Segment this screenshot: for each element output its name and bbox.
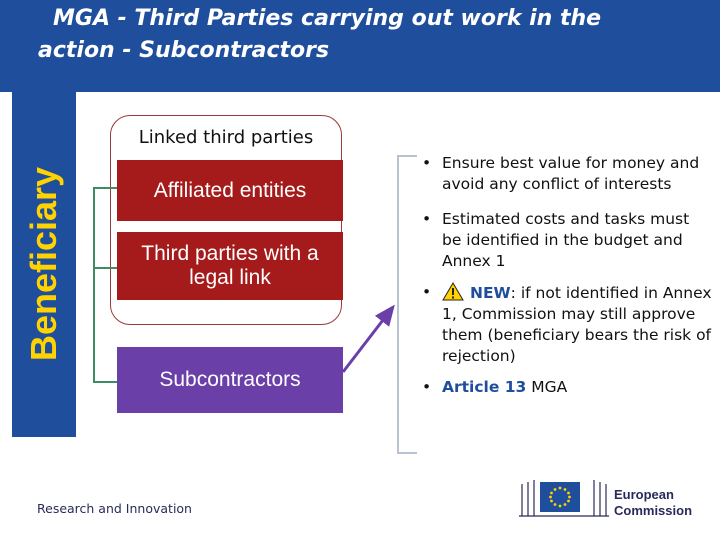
article-reference: Article 13 xyxy=(442,378,527,396)
page-title xyxy=(38,3,708,67)
affiliated-entities-label: Affiliated entities xyxy=(153,178,307,202)
left-connector-line xyxy=(93,187,119,383)
european-commission-logo-text: European Commission xyxy=(614,487,693,518)
affiliated-entities-box xyxy=(117,160,343,221)
bullets-bracket xyxy=(397,155,417,454)
legal-link-label: Third parties with a legal link xyxy=(141,242,319,289)
bullet-new-rule: • NEW: if not identified in Annex 1, Commission may still approve them (beneficiary bears the risk of rejection) xyxy=(422,282,712,367)
new-tag: NEW xyxy=(470,284,511,302)
eu-flag-icon xyxy=(540,482,580,512)
linked-third-parties-title: Linked third parties xyxy=(138,127,314,148)
connector-tick-affiliated xyxy=(93,187,117,189)
legal-link-box xyxy=(117,232,343,300)
connector-tick-legal xyxy=(93,267,117,269)
beneficiary-label: Beneficiary xyxy=(23,166,64,362)
warning-icon xyxy=(442,282,464,301)
bullet-article: • Article 13 MGA xyxy=(422,377,712,398)
bullet-estimated-costs: • Estimated costs and tasks must be identified in the budget and Annex 1 xyxy=(422,209,712,272)
research-innovation-label: Research and Innovation xyxy=(37,501,192,516)
subcontractors-label: Subcontractors xyxy=(159,368,301,391)
subcontractors-box xyxy=(117,347,343,413)
bullet-best-value: • Ensure best value for money and avoid any conflict of interests xyxy=(422,153,712,195)
bullet-list xyxy=(422,153,712,398)
title-line-2: action - Subcontractors xyxy=(38,38,330,63)
connector-tick-subcontractors xyxy=(93,381,117,383)
title-line-1: MGA - Third Parties carrying out work in the xyxy=(53,6,602,31)
